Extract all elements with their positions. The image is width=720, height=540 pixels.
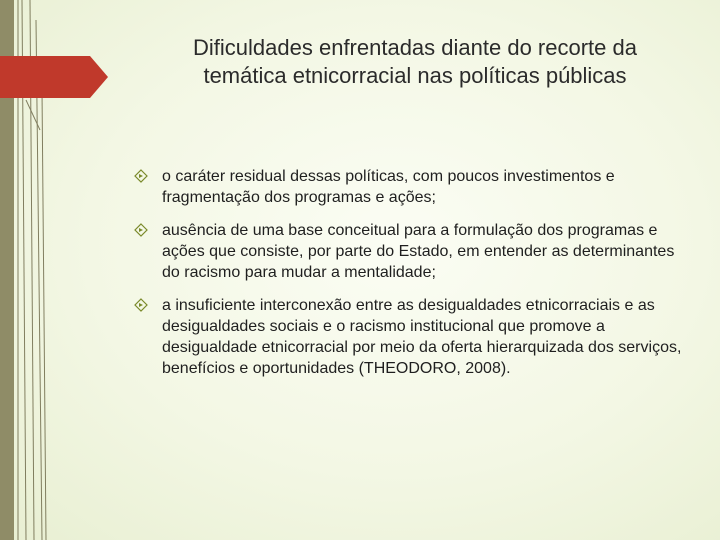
diamond-arrow-icon bbox=[134, 298, 148, 312]
list-item bbox=[134, 295, 684, 379]
slide-title: Dificuldades enfrentadas diante do recorte da temática etnicorracial nas políticas públicas bbox=[193, 35, 637, 88]
bullet-text: a insuficiente interconexão entre as desigualdades etnicorraciais e as desigualdades sociais e o racismo institucional que promove a desigualdade etnicorracial por meio da oferta hierarquizada dos serviços, benefícios e oportunidades (THEODORO, 2008). bbox=[162, 297, 682, 377]
bullet-text: o caráter residual dessas políticas, com poucos investimentos e fragmentação dos programas e ações; bbox=[162, 168, 615, 206]
diamond-arrow-icon bbox=[134, 223, 148, 237]
bullet-text: ausência de uma base conceitual para a formulação dos programas e ações que consiste, por parte do Estado, em entender as determinantes do racismo para mudar a mentalidade; bbox=[162, 222, 675, 281]
list-item bbox=[134, 220, 684, 283]
list-item bbox=[134, 166, 684, 208]
bullet-list bbox=[134, 166, 684, 391]
title-accent-tab bbox=[0, 56, 108, 98]
diamond-arrow-icon bbox=[134, 169, 148, 183]
